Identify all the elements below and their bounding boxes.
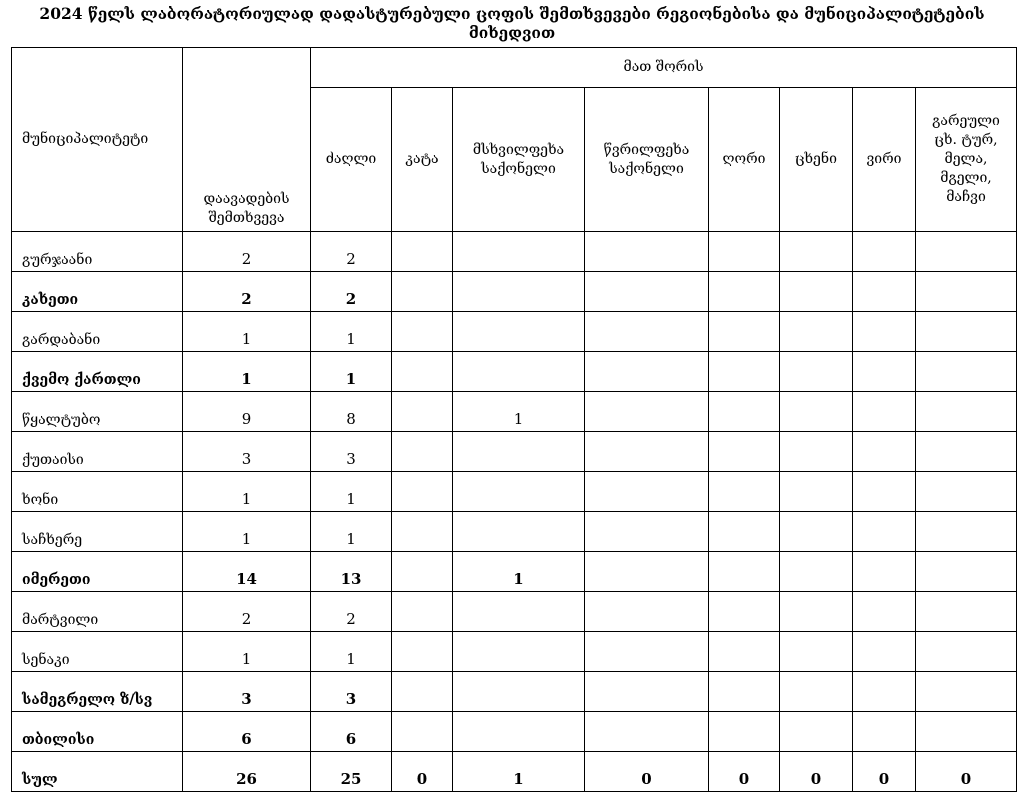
table-row (12, 392, 1017, 432)
dog-cell: 6 (311, 712, 392, 752)
wild-animals-cell (916, 352, 1017, 392)
wild-animals-cell (916, 672, 1017, 712)
dog-cell: 1 (311, 352, 392, 392)
cattle-cell (453, 592, 585, 632)
dog-cell: 2 (311, 592, 392, 632)
municipality-cell: სულ (12, 752, 183, 792)
total-cell: 3 (183, 432, 311, 472)
horse-cell (780, 312, 853, 352)
pig-cell (709, 352, 780, 392)
dog-cell: 8 (311, 392, 392, 432)
dog-cell: 3 (311, 432, 392, 472)
municipality-cell: თბილისი (12, 712, 183, 752)
pig-cell (709, 432, 780, 472)
small-ruminants-cell (585, 712, 709, 752)
table-row (12, 472, 1017, 512)
wild-animals-cell (916, 592, 1017, 632)
wild-animals-cell (916, 712, 1017, 752)
total-cell: 2 (183, 232, 311, 272)
header-horse: ცხენი (780, 88, 853, 232)
total-cell: 1 (183, 632, 311, 672)
table-row (12, 712, 1017, 752)
total-cell: 6 (183, 712, 311, 752)
total-cell: 26 (183, 752, 311, 792)
horse-cell (780, 272, 853, 312)
donkey-cell (853, 352, 916, 392)
wild-animals-cell (916, 632, 1017, 672)
municipality-cell: ხონი (12, 472, 183, 512)
total-cell: 1 (183, 312, 311, 352)
pig-cell (709, 592, 780, 632)
cat-cell (392, 352, 453, 392)
donkey-cell (853, 432, 916, 472)
cat-cell (392, 632, 453, 672)
header-cat: კატა (392, 88, 453, 232)
dog-cell: 1 (311, 472, 392, 512)
table-row (12, 552, 1017, 592)
horse-cell (780, 392, 853, 432)
dog-cell: 3 (311, 672, 392, 712)
total-cell: 14 (183, 552, 311, 592)
municipality-cell: გურჯაანი (12, 232, 183, 272)
small-ruminants-cell (585, 312, 709, 352)
horse-cell (780, 232, 853, 272)
wild-animals-cell (916, 552, 1017, 592)
small-ruminants-cell (585, 552, 709, 592)
donkey-cell (853, 472, 916, 512)
total-cell: 9 (183, 392, 311, 432)
cattle-cell: 1 (453, 752, 585, 792)
donkey-cell: 0 (853, 752, 916, 792)
small-ruminants-cell (585, 352, 709, 392)
cat-cell: 0 (392, 752, 453, 792)
horse-cell: 0 (780, 752, 853, 792)
total-cell: 2 (183, 592, 311, 632)
total-cell: 2 (183, 272, 311, 312)
wild-animals-cell (916, 232, 1017, 272)
cattle-cell (453, 672, 585, 712)
pig-cell (709, 392, 780, 432)
header-donkey: ვირი (853, 88, 916, 232)
cattle-cell (453, 512, 585, 552)
cat-cell (392, 432, 453, 472)
donkey-cell (853, 312, 916, 352)
municipality-cell: საჩხერე (12, 512, 183, 552)
table-row (12, 592, 1017, 632)
wild-animals-cell (916, 392, 1017, 432)
municipality-cell: მარტვილი (12, 592, 183, 632)
pig-cell (709, 312, 780, 352)
cat-cell (392, 512, 453, 552)
pig-cell (709, 712, 780, 752)
small-ruminants-cell: 0 (585, 752, 709, 792)
small-ruminants-cell (585, 272, 709, 312)
donkey-cell (853, 552, 916, 592)
total-cell: 1 (183, 472, 311, 512)
header-pig: ღორი (709, 88, 780, 232)
table-row (12, 632, 1017, 672)
dog-cell: 1 (311, 632, 392, 672)
municipality-cell: ქვემო ქართლი (12, 352, 183, 392)
donkey-cell (853, 672, 916, 712)
cattle-cell (453, 472, 585, 512)
donkey-cell (853, 632, 916, 672)
municipality-cell: სამეგრელო ზ/სვ (12, 672, 183, 712)
pig-cell (709, 632, 780, 672)
small-ruminants-cell (585, 432, 709, 472)
cat-cell (392, 592, 453, 632)
cat-cell (392, 272, 453, 312)
small-ruminants-cell (585, 512, 709, 552)
small-ruminants-cell (585, 632, 709, 672)
horse-cell (780, 552, 853, 592)
wild-animals-cell (916, 472, 1017, 512)
header-cases-total: დაავადების შემთხვევა (183, 48, 311, 232)
total-cell: 1 (183, 352, 311, 392)
table-row (12, 432, 1017, 472)
small-ruminants-cell (585, 672, 709, 712)
municipality-cell: სენაკი (12, 632, 183, 672)
small-ruminants-cell (585, 592, 709, 632)
pig-cell (709, 512, 780, 552)
table-row (12, 512, 1017, 552)
cat-cell (392, 712, 453, 752)
table-row (12, 672, 1017, 712)
table-title: 2024 წელს ლაბორატორიულად დადასტურებული ცოფის შემთხვევები რეგიონებისა და მუნიციპალიტეტების მიხედვით (39, 4, 985, 42)
total-cell: 3 (183, 672, 311, 712)
dog-cell: 1 (311, 512, 392, 552)
donkey-cell (853, 392, 916, 432)
dog-cell: 25 (311, 752, 392, 792)
cat-cell (392, 232, 453, 272)
horse-cell (780, 472, 853, 512)
wild-animals-cell (916, 272, 1017, 312)
table-body (12, 232, 1017, 792)
table-row (12, 232, 1017, 272)
total-cell: 1 (183, 512, 311, 552)
municipality-cell: წყალტუბო (12, 392, 183, 432)
donkey-cell (853, 512, 916, 552)
dog-cell: 13 (311, 552, 392, 592)
cat-cell (392, 392, 453, 432)
cattle-cell (453, 352, 585, 392)
cattle-cell (453, 632, 585, 672)
table-row (12, 752, 1017, 792)
pig-cell (709, 272, 780, 312)
pig-cell (709, 472, 780, 512)
pig-cell: 0 (709, 752, 780, 792)
cat-cell (392, 472, 453, 512)
municipality-cell: ქუთაისი (12, 432, 183, 472)
small-ruminants-cell (585, 392, 709, 432)
wild-animals-cell (916, 432, 1017, 472)
donkey-cell (853, 232, 916, 272)
dog-cell: 1 (311, 312, 392, 352)
cattle-cell (453, 272, 585, 312)
pig-cell (709, 232, 780, 272)
cat-cell (392, 672, 453, 712)
rabies-cases-table (11, 47, 1017, 792)
table-row (12, 352, 1017, 392)
pig-cell (709, 672, 780, 712)
cattle-cell: 1 (453, 392, 585, 432)
cattle-cell (453, 432, 585, 472)
horse-cell (780, 632, 853, 672)
header-wild-animals: გარეული ცხ. ტურ, მელა, მგელი, მაჩვი (916, 88, 1017, 232)
dog-cell: 2 (311, 232, 392, 272)
wild-animals-cell (916, 512, 1017, 552)
donkey-cell (853, 272, 916, 312)
header-cattle: მსხვილფეხა საქონელი (453, 88, 585, 232)
municipality-cell: კახეთი (12, 272, 183, 312)
cat-cell (392, 552, 453, 592)
horse-cell (780, 712, 853, 752)
horse-cell (780, 672, 853, 712)
dog-cell: 2 (311, 272, 392, 312)
small-ruminants-cell (585, 472, 709, 512)
small-ruminants-cell (585, 232, 709, 272)
donkey-cell (853, 712, 916, 752)
cat-cell (392, 312, 453, 352)
horse-cell (780, 352, 853, 392)
header-municipality: მუნიციპალიტეტი (12, 48, 183, 232)
header-dog: ძაღლი (311, 88, 392, 232)
header-among-them: მათ შორის (311, 48, 1017, 88)
pig-cell (709, 552, 780, 592)
table-row (12, 272, 1017, 312)
cattle-cell (453, 232, 585, 272)
header-small-ruminants: წვრილფეხა საქონელი (585, 88, 709, 232)
wild-animals-cell (916, 312, 1017, 352)
horse-cell (780, 592, 853, 632)
wild-animals-cell: 0 (916, 752, 1017, 792)
donkey-cell (853, 592, 916, 632)
table-row (12, 312, 1017, 352)
cattle-cell: 1 (453, 552, 585, 592)
cattle-cell (453, 312, 585, 352)
cattle-cell (453, 712, 585, 752)
horse-cell (780, 512, 853, 552)
horse-cell (780, 432, 853, 472)
municipality-cell: გარდაბანი (12, 312, 183, 352)
municipality-cell: იმერეთი (12, 552, 183, 592)
